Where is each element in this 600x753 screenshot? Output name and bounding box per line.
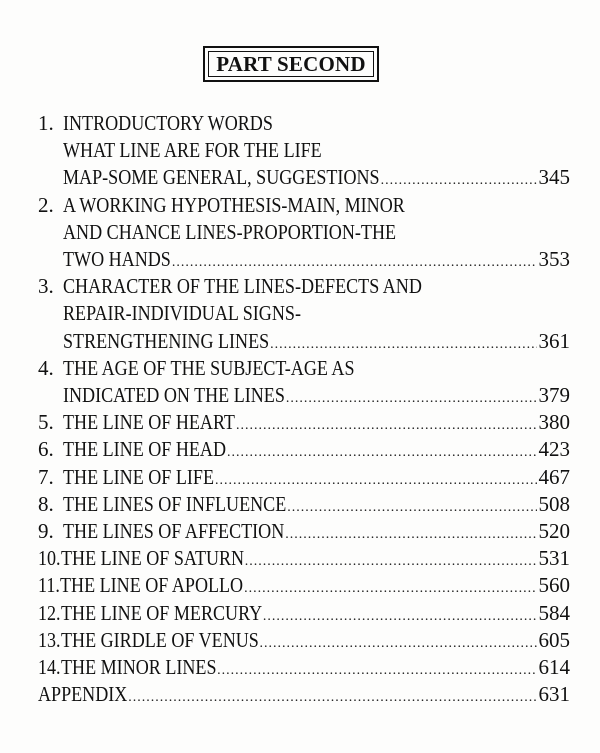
dot-leader <box>285 522 536 548</box>
toc-entry <box>63 164 570 190</box>
toc-entry-title: THE LINE OF SATURN <box>60 546 244 571</box>
dot-leader <box>227 440 537 466</box>
toc-entry-title: AND CHANCE LINES-PROPORTION-THE <box>63 219 397 244</box>
toc-page-number: 508 <box>538 491 570 516</box>
toc-entry <box>63 328 570 354</box>
toc-entry-title: MAP-SOME GENERAL, SUGGESTIONS <box>63 165 380 190</box>
toc-entry-title: THE MINOR LINES <box>60 655 217 679</box>
toc-entry-title: CHARACTER OF THE LINES-DEFECTS AND <box>63 274 422 299</box>
toc-entry-continuation <box>63 219 570 245</box>
toc-entry-continuation <box>38 355 570 381</box>
toc-entry-title: STRENGTHENING LINES <box>63 328 270 353</box>
toc-entry <box>38 464 570 490</box>
toc-entry-number: 13. <box>38 627 61 652</box>
toc-entry-number: 6. <box>38 437 54 462</box>
toc-entry-number: 7. <box>38 464 54 489</box>
toc-entry-number: 10. <box>38 546 61 571</box>
toc-entry-continuation <box>63 137 570 163</box>
toc-entry-continuation <box>38 192 570 218</box>
toc-page-number: 520 <box>538 519 570 543</box>
toc-entry-title: APPENDIX <box>38 682 128 707</box>
toc-page-number: 423 <box>538 437 570 462</box>
toc-page-number: 584 <box>538 600 570 625</box>
toc-entry <box>38 572 570 598</box>
toc-entry <box>63 382 570 408</box>
toc-entry-title: THE LINE OF LIFE <box>63 464 214 489</box>
toc-page-number: 353 <box>538 247 570 271</box>
section-heading: PART SECOND <box>216 51 366 76</box>
toc-entry-number: 9. <box>38 519 54 543</box>
toc-entry-number: 4. <box>38 355 54 380</box>
dot-leader <box>215 468 537 494</box>
toc-entry-title: THE LINE OF HEART <box>63 410 235 435</box>
toc-entry-continuation <box>38 110 570 136</box>
toc-page-number: 361 <box>538 328 570 353</box>
toc-page-number: 380 <box>538 410 570 435</box>
toc-entry-title: THE LINES OF AFFECTION <box>63 519 285 543</box>
toc-entry-number: 8. <box>38 491 54 516</box>
toc-entry <box>38 409 570 435</box>
toc-entry-title: THE LINE OF HEAD <box>63 437 227 462</box>
toc-page-number: 379 <box>538 383 570 407</box>
toc-page-number: 345 <box>538 165 570 190</box>
toc-page-number: 631 <box>538 682 570 707</box>
toc-entry-title: THE GIRDLE OF VENUS <box>60 627 259 652</box>
toc-entry-number: 12. <box>38 600 61 625</box>
dot-leader <box>245 549 537 575</box>
toc-entry-title: INTRODUCTORY WORDS <box>63 111 273 135</box>
toc-entry-number: 5. <box>38 410 54 435</box>
toc-entry-continuation <box>63 300 570 326</box>
toc-entry-title: TWO HANDS <box>63 247 171 271</box>
section-heading-box <box>203 46 379 82</box>
toc-entry-title: THE LINE OF APOLLO <box>59 573 244 598</box>
toc-entry-number: 11. <box>38 573 60 598</box>
toc-entry-title: THE LINES OF INFLUENCE <box>63 491 287 516</box>
toc-entry-title: INDICATED ON THE LINES <box>63 383 285 407</box>
dot-leader <box>381 168 537 194</box>
toc-entry <box>38 681 570 707</box>
toc-page-number: 605 <box>538 627 570 652</box>
toc-entry-number: 14. <box>38 655 61 679</box>
toc-entry <box>63 246 570 272</box>
toc-entry-number: 3. <box>38 274 54 299</box>
toc-page-number: 531 <box>538 546 570 571</box>
dot-leader <box>263 604 537 630</box>
toc-page-number: 614 <box>538 655 570 679</box>
toc-entry <box>38 518 570 544</box>
toc-page-number: 560 <box>538 573 570 598</box>
toc-entry <box>38 600 570 626</box>
dot-leader <box>287 495 536 521</box>
dot-leader <box>217 658 536 684</box>
toc-entry <box>38 436 570 462</box>
toc-entry-title: A WORKING HYPOTHESIS-MAIN, MINOR <box>63 192 405 217</box>
dot-leader <box>244 576 536 602</box>
toc-entry-title: THE AGE OF THE SUBJECT-AGE AS <box>63 355 355 380</box>
dot-leader <box>270 332 536 358</box>
toc-entry-number: 1. <box>38 111 54 135</box>
toc-entry <box>38 627 570 653</box>
toc-entry-continuation <box>38 273 570 299</box>
dot-leader <box>172 250 537 276</box>
toc-entry-title: WHAT LINE ARE FOR THE LIFE <box>63 138 322 163</box>
dot-leader <box>128 685 536 711</box>
toc-entry-number: 2. <box>38 192 54 217</box>
toc-entry <box>38 491 570 517</box>
toc-page-number: 467 <box>538 464 570 489</box>
dot-leader <box>236 413 537 439</box>
dot-leader <box>286 386 537 412</box>
toc-entry <box>38 654 570 680</box>
toc-entry-title: REPAIR-INDIVIDUAL SIGNS- <box>63 301 301 326</box>
toc-entry-title: THE LINE OF MERCURY <box>60 600 262 625</box>
dot-leader <box>259 631 536 657</box>
toc-entry <box>38 545 570 571</box>
